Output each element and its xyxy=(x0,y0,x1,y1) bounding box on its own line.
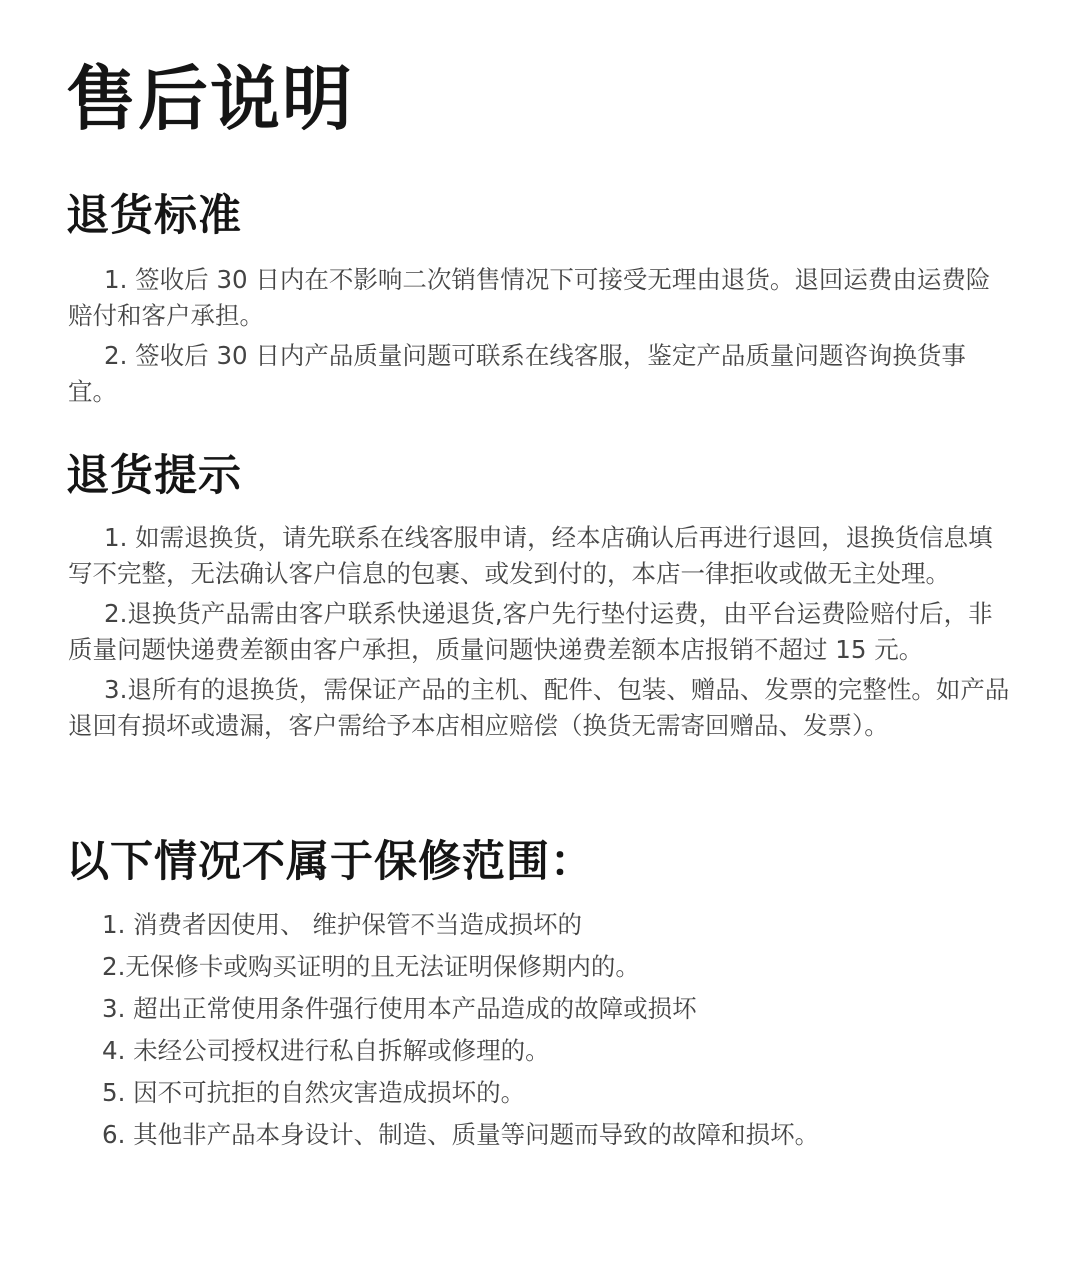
return-tips-section xyxy=(68,520,1013,748)
page-title: 售后说明 xyxy=(66,58,354,140)
return-standard-section xyxy=(68,262,1013,414)
warranty-exclusion-item: 6. 其他非产品本身设计、制造、质量等问题而导致的故障和损坏。 xyxy=(102,1120,820,1149)
warranty-exclusion-item: 1. 消费者因使用、 维护保管不当造成损坏的 xyxy=(102,910,582,939)
warranty-exclusion-item: 3. 超出正常使用条件强行使用本产品造成的故障或损坏 xyxy=(102,994,697,1023)
warranty-exclusions-list xyxy=(102,904,1002,1156)
warranty-exclusion-item: 4. 未经公司授权进行私自拆解或修理的。 xyxy=(102,1036,550,1065)
return-tips-heading: 退货提示 xyxy=(66,451,242,501)
return-standard-item: 2. 签收后 30 日内产品质量问题可联系在线客服，鉴定产品质量问题咨询换货事宜。 xyxy=(68,341,966,406)
warranty-exclusions-heading: 以下情况不属于保修范围： xyxy=(66,837,594,887)
return-tips-item: 1. 如需退换货，请先联系在线客服申请，经本店确认后再进行退回，退换货信息填写不完整，无法确认客户信息的包裹、或发到付的，本店一律拒收或做无主处理。 xyxy=(68,523,993,588)
return-standard-item: 1. 签收后 30 日内在不影响二次销售情况下可接受无理由退货。退回运费由运费险赔付和客户承担。 xyxy=(68,265,991,330)
warranty-exclusion-item: 2.无保修卡或购买证明的且无法证明保修期内的。 xyxy=(102,952,640,981)
return-standard-heading: 退货标准 xyxy=(66,191,242,241)
warranty-exclusion-item: 5. 因不可抗拒的自然灾害造成损坏的。 xyxy=(102,1078,526,1107)
return-tips-item: 2.退换货产品需由客户联系快递退货,客户先行垫付运费，由平台运费险赔付后，非质量问题快递费差额由客户承担，质量问题快递费差额本店报销不超过 15 元。 xyxy=(68,599,993,664)
return-tips-item: 3.退所有的退换货，需保证产品的主机、配件、包装、赠品、发票的完整性。如产品退回有损坏或遗漏，客户需给予本店相应赔偿（换货无需寄回赠品、发票）。 xyxy=(68,675,1010,740)
